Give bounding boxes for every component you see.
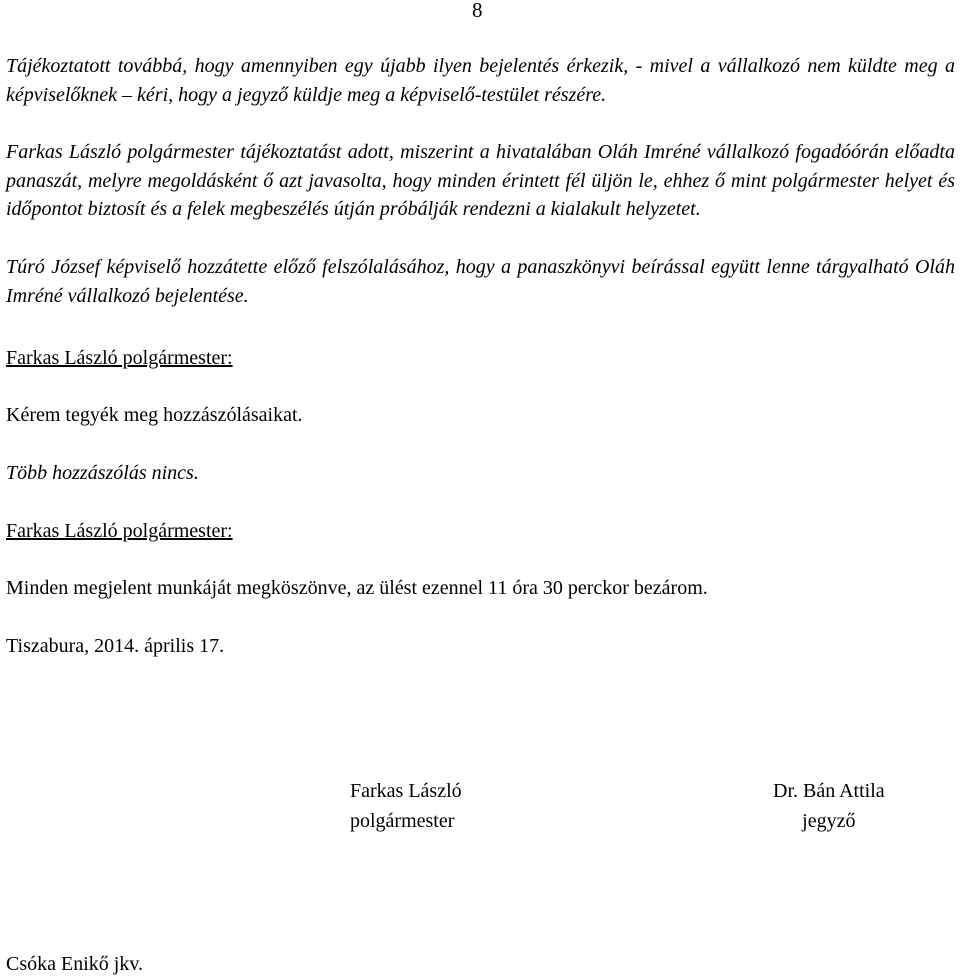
signature-block-mayor bbox=[350, 776, 462, 836]
paragraph-mayor-report: Farkas László polgármester tájékoztatást adott, miszerint a hivatalában Oláh Imréné vállalkozó fogadóórán előadta panaszát, melyre megoldásként ő azt javasolta, hogy minden érintett fél üljön le, ehhez ő mint polgármester helyet és időpontot biztosít és a felek megbeszélés útján próbálják rendezni a kialakult helyzetet. bbox=[6, 141, 955, 221]
request-comments-text: Kérem tegyék meg hozzászólásaikat. bbox=[6, 404, 303, 426]
paragraph-representative-comment: Túró József képviselő hozzátette előző felszólalásához, hogy a panaszkönyvi beírással együtt lenne tárgyalható Oláh Imréné vállalkozó bejelentése. bbox=[6, 256, 955, 307]
closing-statement: Minden megjelent munkáját megköszönve, az ülést ezennel 11 óra 30 perckor bezárom. bbox=[6, 577, 708, 599]
notary-title: jegyző bbox=[802, 810, 856, 832]
speaker-heading-1: Farkas László polgármester: bbox=[6, 347, 233, 369]
signature-block-notary bbox=[773, 776, 885, 836]
no-more-comments-text: Több hozzászólás nincs. bbox=[6, 462, 199, 484]
notary-name: Dr. Bán Attila bbox=[773, 780, 885, 802]
minutes-recorder: Csóka Enikő jkv. bbox=[6, 953, 144, 975]
place-and-date: Tiszabura, 2014. április 17. bbox=[6, 635, 225, 657]
mayor-title: polgármester bbox=[350, 810, 455, 832]
mayor-name: Farkas László bbox=[350, 780, 462, 802]
paragraph-notice: Tájékoztatott továbbá, hogy amennyiben egy újabb ilyen bejelentés érkezik, - mivel a vállalkozó nem küldte meg a képviselőknek – kéri, hogy a jegyző küldje meg a képviselő-testület részére. bbox=[6, 55, 955, 106]
speaker-heading-2: Farkas László polgármester: bbox=[6, 520, 233, 542]
page-number: 8 bbox=[472, 0, 483, 22]
